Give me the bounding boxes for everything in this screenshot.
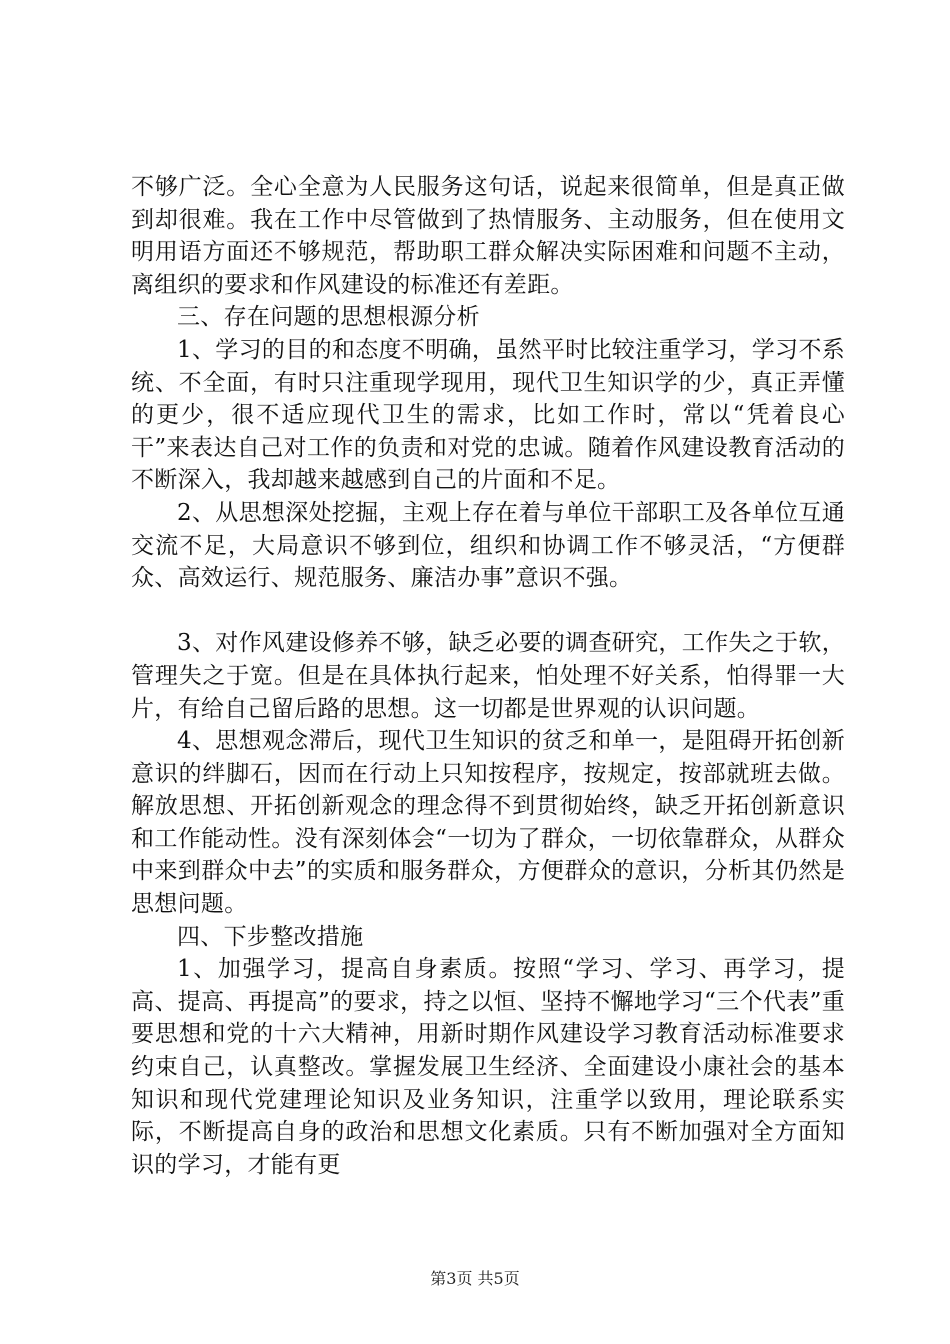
paragraph-continuation: 不够广泛。全心全意为人民服务这句话，说起来很简单，但是真正做到却很难。我在工作中尽管做到了热情服务、主动服务，但在使用文明用语方面还不够规范，帮助职工群众解决实际困难和问题不主动，离组织的要求和作风建设的标准还有差距。 xyxy=(131,174,845,298)
page-number-footer: 第3页 共5页 xyxy=(430,1269,520,1288)
section-heading-root-cause: 三、存在问题的思想根源分析 xyxy=(177,304,480,331)
document-body xyxy=(131,171,845,1181)
paragraph-measure-1: 1、加强学习，提高自身素质。按照“学习、学习、再学习，提高、提高、再提高”的要求，持之以恒、坚持不懈地学习“三个代表”重要思想和党的十六大精神，用新时期作风建设学习教育活动标准要求约束自己，认真整改。掌握发展卫生经济、全面建设小康社会的基本知识和现代党建理论知识及业务知识，注重学以致用，理论联系实际，不断提高自身的政治和思想文化素质。只有不断加强对全方面知识的学习，才能有更 xyxy=(131,956,845,1178)
paragraph-cause-4: 4、思想观念滞后，现代卫生知识的贫乏和单一，是阻碍开拓创新意识的绊脚石，因而在行动上只知按程序，按规定，按部就班去做。解放思想、开拓创新观念的理念得不到贯彻始终，缺乏开拓创新意识和工作能动性。没有深刻体会“一切为了群众，一切依靠群众，从群众中来到群众中去”的实质和服务群众，方便群众的意识，分析其仍然是思想问题。 xyxy=(131,728,845,918)
paragraph-cause-2: 2、从思想深处挖掘，主观上存在着与单位干部职工及各单位互通交流不足，大局意识不够到位，组织和协调工作不够灵活，“方便群众、高效运行、规范服务、廉洁办事”意识不强。 xyxy=(131,499,845,592)
paragraph-cause-3: 3、对作风建设修养不够，缺乏必要的调查研究，工作失之于软，管理失之于宽。但是在具体执行起来，怕处理不好关系，怕得罪一大片，有给自己留后路的思想。这一切都是世界观的认识问题。 xyxy=(131,630,845,722)
section-heading-measures: 四、下步整改措施 xyxy=(177,923,364,950)
paragraph-cause-1: 1、学习的目的和态度不明确，虽然平时比较注重学习，学习不系统、不全面，有时只注重现学现用，现代卫生知识学的少，真正弄懂的更少，很不适应现代卫生的需求，比如工作时，常以“凭着良心干”来表达自己对工作的负责和对党的忠诚。随着作风建设教育活动的不断深入，我却越来越感到自己的片面和不足。 xyxy=(131,336,845,494)
